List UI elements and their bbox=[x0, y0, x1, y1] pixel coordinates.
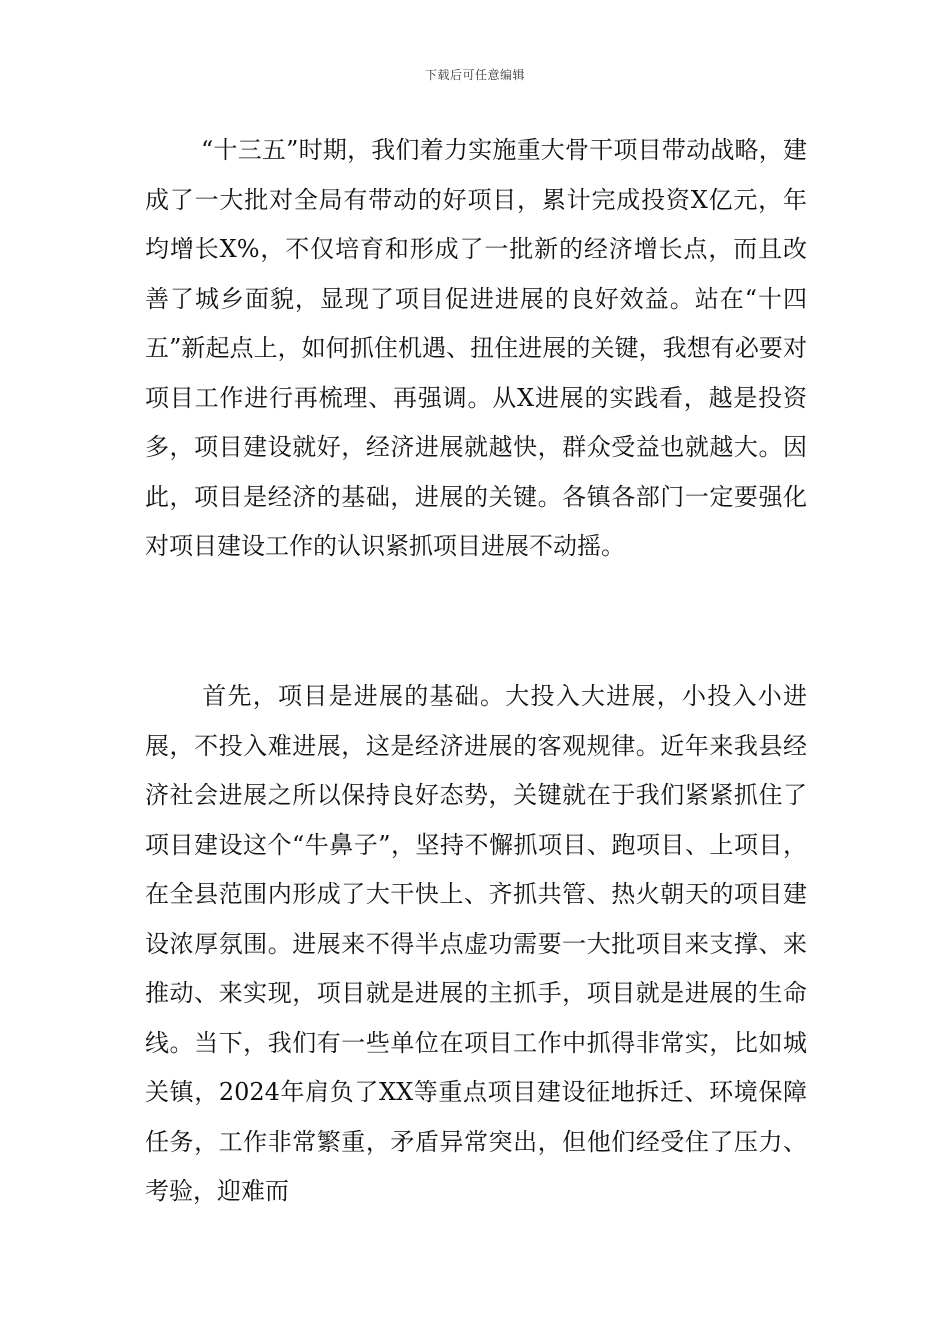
page-header-note: 下载后可任意编辑 bbox=[424, 68, 525, 82]
paragraph-1 bbox=[145, 126, 807, 572]
paragraph-2 bbox=[145, 672, 807, 1217]
paragraph-1-text: “十三五”时期，我们着力实施重大骨干项目带动战略，建成了一大批对全局有带动的好项目，累计完成投资X亿元，年均增长X%，不仅培育和形成了一批新的经济增长点，而且改善了城乡面貌，显现了项目促进进展的良好效益。站在“十四五”新起点上，如何抓住机遇、扭住进展的关键，我想有必要对项目工作进行再梳理、再强调。从X进展的实践看，越是投资多，项目建设就好，经济进展就越快，群众受益也就越大。因此，项目是经济的基础，进展的关键。各镇各部门一定要强化对项目建设工作的认识紧抓项目进展不动摇。 bbox=[145, 136, 807, 560]
paragraph-2-text: 首先，项目是进展的基础。大投入大进展，小投入小进展，不投入难进展，这是经济进展的客观规律。近年来我县经济社会进展之所以保持良好态势，关键就在于我们紧紧抓住了项目建设这个“牛鼻子”，坚持不懈抓项目、跑项目、上项目，在全县范围内形成了大干快上、齐抓共管、热火朝天的项目建设浓厚氛围。进展来不得半点虚功需要一大批项目来支撑、来推动、来实现，项目就是进展的主抓手，项目就是进展的生命线。当下，我们有一些单位在项目工作中抓得非常实，比如城关镇，2024年肩负了XX等重点项目建设征地拆迁、环境保障任务，工作非常繁重，矛盾异常突出，但他们经受住了压力、考验，迎难而 bbox=[145, 682, 807, 1205]
